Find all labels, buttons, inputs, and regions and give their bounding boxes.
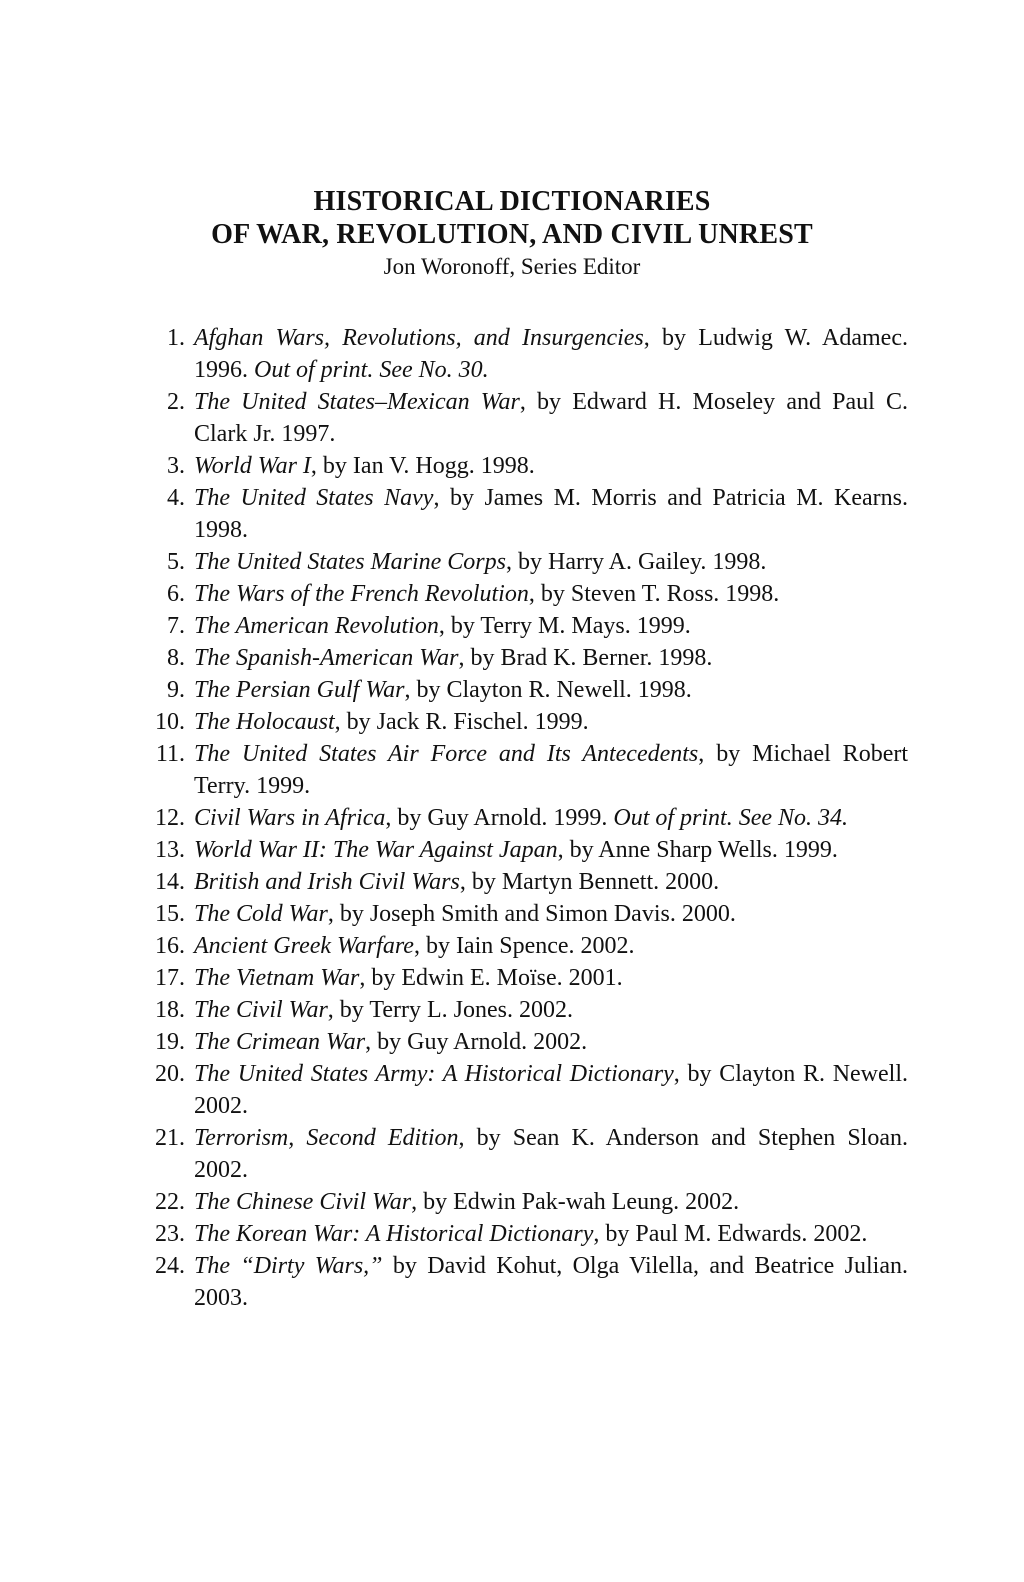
entry-title: British and Irish Civil Wars — [194, 869, 460, 895]
entry-text — [185, 1058, 908, 1122]
list-item — [134, 610, 908, 642]
entry-number: 8. — [167, 645, 185, 671]
entry-number: 17. — [155, 965, 185, 991]
entry-title: The Crimean War — [194, 1029, 366, 1055]
entry-title: The United States Air Force and Its Antecedents — [194, 741, 699, 767]
entry-title: The United States–Mexican War — [194, 389, 520, 415]
entry-title: The Wars of the French Revolution — [194, 581, 529, 607]
entry-details: , by Jack R. Fischel. 1999. — [334, 709, 589, 735]
entry-details: , by Terry M. Mays. 1999. — [438, 613, 691, 639]
entry-details: , by Edwin E. Moïse. 2001. — [359, 965, 623, 991]
list-item — [134, 1186, 908, 1218]
entry-number: 7. — [167, 613, 185, 639]
entry-title: Terrorism, Second Edition — [194, 1125, 459, 1151]
list-item — [134, 546, 908, 578]
list-item — [134, 738, 908, 802]
series-title-line-2: OF WAR, REVOLUTION, AND CIVIL UNREST — [211, 219, 813, 250]
entry-number: 11. — [155, 741, 185, 767]
entry-details: , by James M. Morris and Patricia M. Kearns. 1998. — [194, 485, 908, 543]
entry-number: 10. — [155, 709, 185, 735]
entry-details: , by Brad K. Berner. 1998. — [458, 645, 713, 671]
entry-number: 20. — [155, 1061, 185, 1087]
list-item — [134, 1026, 908, 1058]
entry-text — [185, 930, 908, 962]
entry-title: The “Dirty Wars,” — [194, 1253, 383, 1279]
entry-number: 5. — [167, 549, 185, 575]
list-item — [134, 994, 908, 1026]
entry-details: , by Edwin Pak-wah Leung. 2002. — [411, 1189, 740, 1215]
entry-details: , by Martyn Bennett. 2000. — [459, 869, 720, 895]
entry-title: The United States Marine Corps — [194, 549, 506, 575]
entry-number: 3. — [167, 453, 185, 479]
entry-details: , by Paul M. Edwards. 2002. — [593, 1221, 868, 1247]
list-item — [134, 450, 908, 482]
entry-text — [185, 450, 908, 482]
list-item — [134, 898, 908, 930]
entry-title: The United States Army: A Historical Dictionary — [194, 1061, 674, 1087]
entry-title: The American Revolution — [194, 613, 439, 639]
series-editor: Jon Woronoff, Series Editor — [383, 254, 641, 279]
entry-details: , by Harry A. Gailey. 1998. — [506, 549, 767, 575]
entry-details: , by Terry L. Jones. 2002. — [327, 997, 573, 1023]
entry-number: 23. — [155, 1221, 185, 1247]
entry-title: The Spanish-American War — [194, 645, 459, 671]
entry-number: 13. — [155, 837, 185, 863]
entry-details: , by Michael Robert Terry. 1999. — [194, 741, 909, 799]
list-item — [134, 706, 908, 738]
entry-number: 4. — [167, 485, 185, 511]
entry-details: , by Guy Arnold. 1999. — [385, 805, 614, 831]
entry-details: , by Iain Spence. 2002. — [413, 933, 635, 959]
entry-text — [185, 1186, 908, 1218]
entry-title: Civil Wars in Africa — [194, 805, 386, 831]
entry-number: 22. — [155, 1189, 185, 1215]
list-item — [134, 866, 908, 898]
list-item — [134, 1250, 908, 1314]
list-item — [134, 1058, 908, 1122]
entry-text — [185, 962, 908, 994]
entry-title: The Vietnam War — [194, 965, 360, 991]
entry-details: , by Sean K. Anderson and Stephen Sloan. 2002. — [194, 1125, 909, 1183]
entry-text — [185, 802, 908, 834]
entry-title: The Cold War — [194, 901, 328, 927]
entry-number: 2. — [167, 389, 185, 415]
list-item — [134, 322, 908, 386]
entry-text — [185, 706, 908, 738]
list-item — [134, 1218, 908, 1250]
entry-title: The Korean War: A Historical Dictionary — [194, 1221, 594, 1247]
entry-text — [185, 642, 908, 674]
entry-text — [185, 994, 908, 1026]
list-item — [134, 482, 908, 546]
entry-number: 15. — [155, 901, 185, 927]
entry-number: 14. — [155, 869, 185, 895]
entry-details: , by Ludwig W. Adamec. 1996. — [194, 325, 908, 383]
entry-text — [185, 1026, 908, 1058]
entry-text — [185, 866, 908, 898]
entry-number: 12. — [155, 805, 185, 831]
entry-text — [185, 546, 908, 578]
entry-details: , by Guy Arnold. 2002. — [365, 1029, 588, 1055]
entry-number: 1. — [167, 325, 185, 351]
entry-text — [185, 386, 908, 450]
book-list — [134, 322, 908, 1314]
entry-number: 24. — [155, 1253, 185, 1279]
entry-text — [185, 834, 908, 866]
entry-title: The Chinese Civil War — [194, 1189, 412, 1215]
entry-title: Ancient Greek Warfare — [194, 933, 414, 959]
entry-number: 18. — [155, 997, 185, 1023]
series-title-line-1: HISTORICAL DICTIONARIES — [313, 186, 711, 217]
entry-text — [185, 674, 908, 706]
entry-details: , by Clayton R. Newell. 1998. — [404, 677, 692, 703]
entry-details: , by Clayton R. Newell. 2002. — [194, 1061, 908, 1119]
entry-title: The Persian Gulf War — [194, 677, 405, 703]
list-item — [134, 578, 908, 610]
entry-number: 9. — [167, 677, 185, 703]
list-item — [134, 1122, 908, 1186]
entry-text — [185, 322, 908, 386]
entry-details: , by Ian V. Hogg. 1998. — [310, 453, 535, 479]
list-item — [134, 802, 908, 834]
list-item — [134, 642, 908, 674]
entry-title: The Civil War — [194, 997, 328, 1023]
entry-text — [185, 578, 908, 610]
entry-number: 21. — [155, 1125, 185, 1151]
list-item — [134, 834, 908, 866]
entry-text — [185, 1122, 908, 1186]
list-item — [134, 386, 908, 450]
entry-note: Out of print. See No. 30. — [254, 357, 489, 383]
entry-title: The Holocaust — [194, 709, 335, 735]
entry-text — [185, 898, 908, 930]
entry-text — [185, 482, 908, 546]
entry-details: , by Edward H. Moseley and Paul C. Clark Jr. 1997. — [194, 389, 908, 447]
series-header — [0, 185, 1024, 281]
entry-text — [185, 1218, 908, 1250]
entry-details: , by Steven T. Ross. 1998. — [528, 581, 780, 607]
entry-text — [185, 1250, 908, 1314]
entry-text — [185, 610, 908, 642]
entry-text — [185, 738, 908, 802]
list-item — [134, 674, 908, 706]
entry-number: 16. — [155, 933, 185, 959]
entry-title: World War I — [194, 453, 311, 479]
entry-note: Out of print. See No. 34. — [613, 805, 849, 831]
entry-title: The United States Navy — [194, 485, 434, 511]
entry-details: by David Kohut, Olga Vilella, and Beatrice Julian. 2003. — [194, 1253, 908, 1311]
entry-number: 6. — [167, 581, 185, 607]
entry-title: Afghan Wars, Revolutions, and Insurgencies — [194, 325, 644, 351]
list-item — [134, 930, 908, 962]
list-item — [134, 962, 908, 994]
entry-number: 19. — [155, 1029, 185, 1055]
entry-details: , by Anne Sharp Wells. 1999. — [557, 837, 838, 863]
entry-details: , by Joseph Smith and Simon Davis. 2000. — [327, 901, 736, 927]
entry-title: World War II: The War Against Japan — [194, 837, 558, 863]
